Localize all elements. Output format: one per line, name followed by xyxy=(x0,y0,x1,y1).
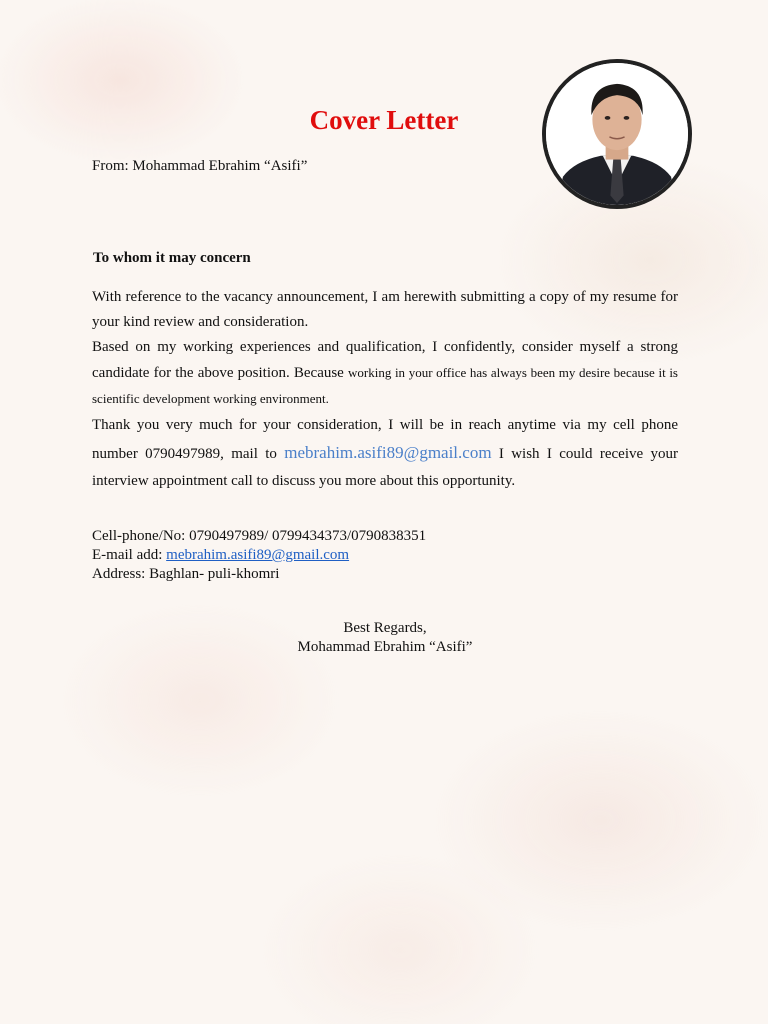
email-link-contact[interactable]: mebrahim.asifi89@gmail.com xyxy=(166,547,350,563)
contact-phone: Cell-phone/No: 0790497989/ 0799434373/0790838351 xyxy=(92,528,427,544)
email-link-body[interactable]: mebrahim.asifi89@gmail.com xyxy=(284,443,492,462)
paragraph-qualification xyxy=(92,335,678,412)
contact-email-label: E-mail add: xyxy=(92,547,167,563)
letter-body xyxy=(92,285,678,495)
sender-line: From: Mohammad Ebrahim “Asifi” xyxy=(92,158,308,174)
paragraph-qualification-small: working in your office has always been my desire because it is scientific development working environment. xyxy=(92,365,678,406)
salutation: To whom it may concern xyxy=(93,250,251,266)
closing-regards: Best Regards, xyxy=(343,620,427,636)
paragraph-thanks-b: I wish I could receive your interview appointment call to discuss you more about this opportunity. xyxy=(92,446,678,489)
contact-address: Address: Baghlan- puli-khomri xyxy=(92,566,280,582)
paragraph-qualification-main: Based on my working experiences and qualification, I confidently, consider myself a strong candidate for the above position. Because xyxy=(92,339,678,381)
portrait-image xyxy=(546,63,688,205)
paragraph-intro: With reference to the vacancy announcement, I am herewith submitting a copy of my resume for your kind review and consideration. xyxy=(92,289,678,330)
closing-name: Mohammad Ebrahim “Asifi” xyxy=(297,639,473,655)
page-title: Cover Letter xyxy=(309,105,459,135)
closing-block xyxy=(0,619,768,657)
paragraph-thanks xyxy=(92,412,678,495)
paragraph-thanks-a: Thank you very much for your consideration, I will be in reach anytime via my cell phone number 0790497989, mail to xyxy=(92,417,678,462)
contact-email-line xyxy=(92,546,426,565)
profile-photo xyxy=(542,59,692,209)
contact-block xyxy=(92,527,426,584)
